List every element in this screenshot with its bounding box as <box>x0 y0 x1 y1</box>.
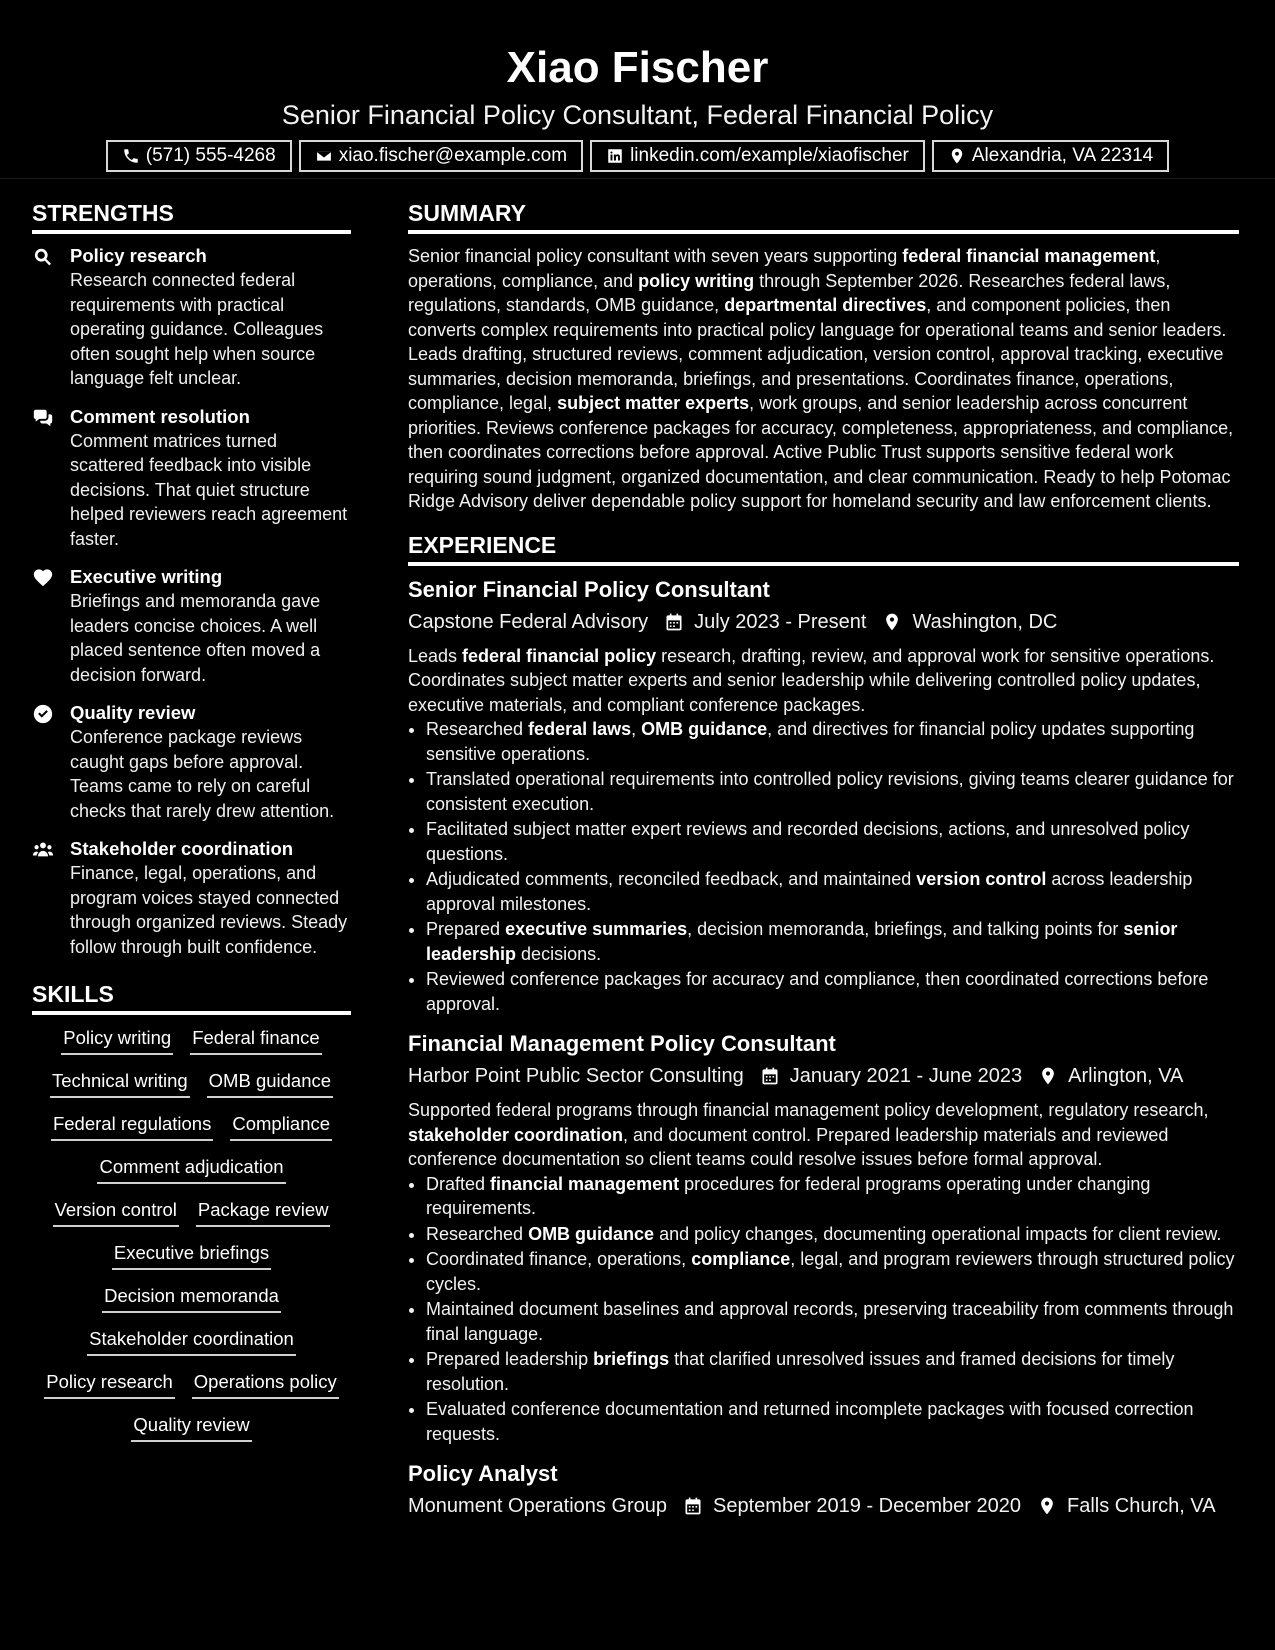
skills-list <box>32 1025 351 1442</box>
skills-row <box>32 1111 351 1141</box>
strength-name: Executive writing <box>70 566 223 587</box>
map-marker-icon <box>1038 1066 1058 1086</box>
skills-row <box>32 1154 351 1184</box>
contact-location[interactable] <box>932 140 1169 172</box>
skills-heading: SKILLS <box>32 979 351 1015</box>
strength-description: Research connected federal requirements with practical operating guidance. Colleagues often sought help when source language felt unclear. <box>70 270 324 388</box>
strength-name: Policy research <box>70 245 207 266</box>
email-text: xiao.fischer@example.com <box>338 145 568 166</box>
skill-tag: Executive briefings <box>112 1240 271 1270</box>
strength-item <box>32 244 351 391</box>
calendar-icon <box>683 1496 703 1516</box>
strength-name: Quality review <box>70 702 196 723</box>
job-bullets <box>408 717 1239 1016</box>
envelope-icon <box>315 147 333 165</box>
strength-item <box>32 837 351 959</box>
company-name: Capstone Federal Advisory <box>408 610 649 633</box>
skills-row <box>32 1240 351 1270</box>
calendar-icon <box>664 612 684 632</box>
skill-tag: Stakeholder coordination <box>87 1326 296 1356</box>
summary-text: Senior financial policy consultant with seven years supporting federal financial management, operations, compliance, and policy writing through September 2026. Researches federal laws, regulations, standards, OMB guidance, departmental directives, and component policies, then converts complex requirements into practical policy language for operational teams and senior leaders. Leads drafting, structured reviews, comment adjudication, version control, approval tracking, executive summaries, decision memoranda, briefings, and presentations. Coordinates finance, operations, compliance, legal, subject matter experts, work groups, and senior leadership across concurrent priorities. Reviews conference packages for accuracy, completeness, appropriateness, and compliance, then coordinates corrections before approval. Active Public Trust supports sensitive federal work requiring sound judgment, organized documentation, and clear communication. Ready to help Potomac Ridge Advisory deliver dependable policy support for homeland security and law enforcement clients. <box>408 246 1234 511</box>
skill-tag: Compliance <box>230 1111 332 1141</box>
phone-icon <box>122 147 140 165</box>
bullet-item: • Evaluated conference documentation and returned incomplete packages with focused correction requests. <box>426 1397 1239 1446</box>
skills-row <box>32 1068 351 1098</box>
linkedin-text: linkedin.com/example/xiaofischer <box>630 145 909 166</box>
job-description: Supported federal programs through financial management policy development, regulatory research, stakeholder coordination, and document control. Prepared leadership materials and reviewed conference documentation so client teams could resolve issues before formal approval. <box>408 1100 1209 1169</box>
job-location: Arlington, VA <box>1068 1065 1184 1087</box>
strength-description: Finance, legal, operations, and program voices stayed connected through organized reviews. Steady follow through built confidence. <box>70 863 348 957</box>
skills-row <box>32 1197 351 1227</box>
skill-tag: Decision memoranda <box>102 1283 281 1313</box>
left-column <box>32 198 351 1455</box>
job-bullets <box>408 1172 1239 1447</box>
skill-tag: Version control <box>53 1197 179 1227</box>
company-name: Monument Operations Group <box>408 1495 668 1517</box>
strength-item <box>32 405 351 552</box>
candidate-name: Xiao Fischer <box>506 43 769 92</box>
experience-entry <box>408 1030 1239 1446</box>
bullet-item: • Researched OMB guidance and policy changes, documenting operational impacts for client review. <box>426 1222 1239 1247</box>
bullet-item: • Maintained document baselines and approval records, preserving traceability from comments through final language. <box>426 1297 1239 1346</box>
experience-entry <box>408 1460 1239 1520</box>
strength-item <box>32 701 351 823</box>
bullet-item: • Facilitated subject matter expert reviews and recorded decisions, actions, and unresolved policy questions. <box>426 817 1239 866</box>
bullet-item: • Coordinated finance, operations, compliance, legal, and program reviewers through structured policy cycles. <box>426 1247 1239 1296</box>
skill-tag: Technical writing <box>50 1068 190 1098</box>
strength-description: Conference package reviews caught gaps before approval. Teams came to rely on careful checks that rarely drew attention. <box>70 727 335 821</box>
job-location: Washington, DC <box>912 610 1058 633</box>
job-title: Senior Financial Policy Consultant <box>408 576 770 602</box>
experience-list <box>408 576 1239 1521</box>
heart-icon <box>32 565 70 687</box>
contact-linkedin[interactable] <box>590 140 925 172</box>
skill-tag: Package review <box>196 1197 331 1227</box>
skills-row <box>32 1025 351 1055</box>
skill-tag: Comment adjudication <box>97 1154 285 1184</box>
bullet-item: • Drafted financial management procedures for federal programs operating under changing requirements. <box>426 1172 1239 1221</box>
job-description: Leads federal financial policy research, drafting, review, and approval work for sensitive operations. Coordinates subject matter experts and senior leadership while delivering controlled policy updates, executive materials, and compliant conference packages. <box>408 645 1215 715</box>
search-icon <box>32 244 70 391</box>
check-circle-icon <box>32 701 70 823</box>
skill-tag: Federal finance <box>190 1025 322 1055</box>
skills-row <box>32 1412 351 1442</box>
bullet-item: • Prepared leadership briefings that clarified unresolved issues and framed decisions for timely resolution. <box>426 1347 1239 1396</box>
job-meta <box>408 1062 1239 1090</box>
linkedin-icon <box>606 147 624 165</box>
contact-email[interactable] <box>299 140 583 172</box>
skills-row <box>32 1283 351 1313</box>
strength-description: Comment matrices turned scattered feedback into visible decisions. That quiet structure helped reviewers reach agreement faster. <box>70 430 348 549</box>
skill-tag: Policy research <box>44 1369 174 1399</box>
strength-item <box>32 565 351 687</box>
calendar-icon <box>760 1066 780 1086</box>
map-marker-icon <box>1037 1496 1057 1516</box>
strength-name: Comment resolution <box>70 405 250 427</box>
skill-tag: Policy writing <box>61 1025 173 1055</box>
skill-tag: Operations policy <box>192 1369 339 1399</box>
skills-row <box>32 1326 351 1356</box>
skills-row <box>32 1369 351 1399</box>
experience-entry <box>408 576 1239 1017</box>
skill-tag: OMB guidance <box>207 1068 333 1098</box>
job-dates: July 2023 - Present <box>694 610 867 633</box>
strength-description: Briefings and memoranda gave leaders concise choices. A well placed sentence often moved a decision forward. <box>70 591 321 685</box>
job-title: Policy Analyst <box>408 1461 558 1486</box>
comments-icon <box>32 405 70 552</box>
bullet-item: • Prepared executive summaries, decision memoranda, briefings, and talking points for senior leadership decisions. <box>426 917 1239 966</box>
location-text: Alexandria, VA 22314 <box>971 145 1154 166</box>
job-meta <box>408 1492 1239 1520</box>
strength-name: Stakeholder coordination <box>70 838 294 859</box>
contact-phone[interactable] <box>106 140 292 172</box>
company-name: Harbor Point Public Sector Consulting <box>408 1065 744 1087</box>
summary-heading: SUMMARY <box>408 198 1239 234</box>
job-meta <box>408 608 1239 636</box>
bullet-item: • Researched federal laws, OMB guidance, and directives for financial policy updates supporting sensitive operations. <box>426 717 1239 766</box>
bullet-item: • Translated operational requirements into controlled policy revisions, giving teams clearer guidance for consistent execution. <box>426 767 1239 816</box>
strengths-list <box>32 244 351 959</box>
job-dates: September 2019 - December 2020 <box>713 1495 1021 1517</box>
map-marker-icon <box>948 147 966 165</box>
phone-text: (571) 555-4268 <box>145 145 276 166</box>
bullet-item: • Adjudicated comments, reconciled feedback, and maintained version control across leadership approval milestones. <box>426 867 1239 916</box>
resume-header <box>0 0 1275 179</box>
candidate-title: Senior Financial Policy Consultant, Federal Financial Policy <box>281 100 994 130</box>
contact-bar <box>0 140 1275 172</box>
map-marker-icon <box>882 612 902 632</box>
job-location: Falls Church, VA <box>1067 1495 1216 1517</box>
right-column <box>408 198 1239 1534</box>
experience-heading: EXPERIENCE <box>408 530 1239 566</box>
strengths-heading: STRENGTHS <box>32 198 351 234</box>
skill-tag: Quality review <box>131 1412 251 1442</box>
job-dates: January 2021 - June 2023 <box>789 1065 1023 1087</box>
users-icon <box>32 837 70 959</box>
job-title: Financial Management Policy Consultant <box>408 1031 836 1056</box>
bullet-item: • Reviewed conference packages for accuracy and compliance, then coordinated corrections before approval. <box>426 967 1239 1016</box>
skill-tag: Federal regulations <box>51 1111 213 1141</box>
